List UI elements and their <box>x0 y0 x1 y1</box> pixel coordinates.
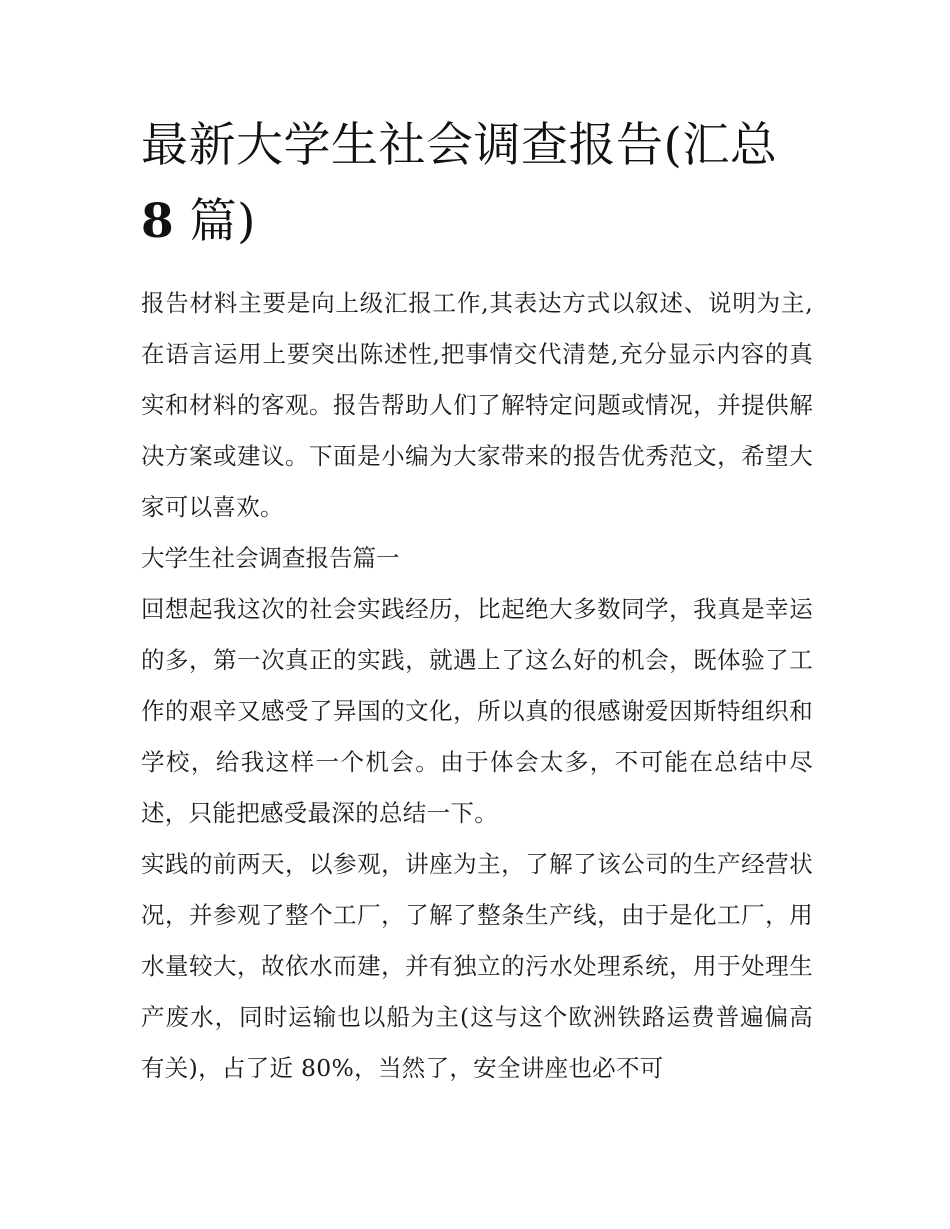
title-text-part1: 最新大学生社会调查报告(汇总 <box>141 118 778 173</box>
intro-paragraph: 报告材料主要是向上级汇报工作,其表达方式以叙述、说明为主,在语言运用上要突出陈述性,把事情交代清楚,充分显示内容的真实和材料的客观。报告帮助人们了解特定问题或情况，并提供解决方案或建议。下面是小编为大家带来的报告优秀范文，希望大家可以喜欢。 <box>141 289 813 521</box>
document-page <box>141 108 813 1094</box>
section-heading: 大学生社会调查报告篇一 <box>141 544 400 572</box>
title-text-part2: 篇) <box>189 194 256 249</box>
document-title <box>141 108 813 260</box>
body-paragraph-1: 回想起我这次的社会实践经历，比起绝大多数同学，我真是幸运的多，第一次真正的实践，就遇上了这么好的机会，既体验了工作的艰辛又感受了异国的文化，所以真的很感谢爱因斯特组织和学校，给我这样一个机会。由于体会太多，不可能在总结中尽述，只能把感受最深的总结一下。 <box>141 595 813 827</box>
title-count: 8 <box>141 194 175 249</box>
body-paragraph-2: 实践的前两天，以参观，讲座为主，了解了该公司的生产经营状况，并参观了整个工厂，了解了整条生产线，由于是化工厂，用水量较大，故依水而建，并有独立的污水处理系统，用于处理生产废水，同时运输也以船为主(这与这个欧洲铁路运费普遍偏高有关)，占了近 80%，当然了，安全讲座也必不可 <box>141 850 813 1082</box>
